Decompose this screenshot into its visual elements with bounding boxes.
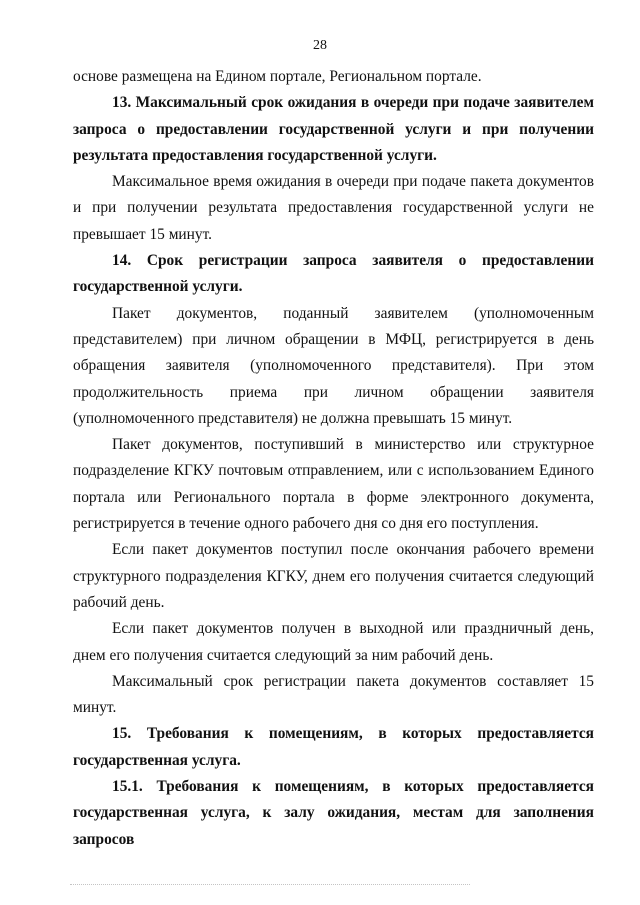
page-number: 28 <box>313 38 327 53</box>
paragraph-postal-registration: Пакет документов, поступивший в министерство или структурное подразделение КГКУ почтовым отправлением, или с использованием Единого портала или Регионального портала в форме электронного документа, регистрируется в течение одного рабочего дня со дня его поступления. <box>73 436 594 533</box>
paragraph-holiday: Если пакет документов получен в выходной или праздничный день, днем его получения считается следующий за ним рабочий день. <box>73 620 594 664</box>
section-heading-15-1: 15.1. Требования к помещениям, в которых предоставляется государственная услуга, к залу ожидания, местам для заполнения запросов <box>73 778 594 848</box>
paragraph-after-hours: Если пакет документов поступил после окончания рабочего времени структурного подразделения КГКУ, днем его получения считается следующий рабочий день. <box>73 541 594 611</box>
document-body <box>73 64 594 853</box>
section-heading-14: 14. Срок регистрации запроса заявителя о предоставлении государственной услуги. <box>73 252 594 296</box>
section-heading-15: 15. Требования к помещениям, в которых предоставляется государственная услуга. <box>73 725 594 769</box>
footer-scan-line <box>70 884 470 885</box>
section-heading-13: 13. Максимальный срок ожидания в очереди при подаче заявителем запроса о предоставлении государственной услуги и при получении результата предоставления государственной услуги. <box>73 94 594 164</box>
paragraph-continuation: основе размещена на Едином портале, Региональном портале. <box>73 68 482 85</box>
paragraph-queue-time: Максимальное время ожидания в очереди при подаче пакета документов и при получении результата предоставления государственной услуги не превышает 15 минут. <box>73 173 594 243</box>
paragraph-max-registration-time: Максимальный срок регистрации пакета документов составляет 15 минут. <box>73 672 594 717</box>
paragraph-mfc-registration: Пакет документов, поданный заявителем (уполномоченным представителем) при личном обращении в МФЦ, регистрируется в день обращения заявителя (уполномоченного представителя). При этом продолжительность приема при личном обращении заявителя (уполномоченного представителя) не должна превышать 15 минут. <box>73 304 594 427</box>
